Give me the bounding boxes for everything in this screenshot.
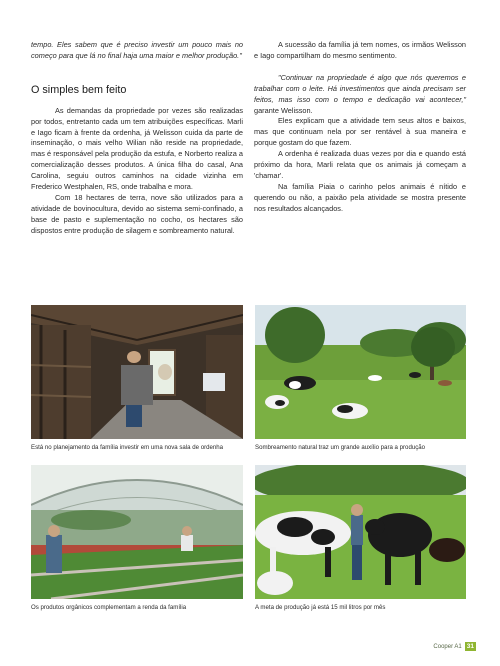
left-paragraph-2: Com 18 hectares de terra, nove são utilizados para a atividade de bovinocultura, devido ao sistema semi-confinado, a base de pasto e suplementação no cocho, os hectares são dispostos entre produção de silagem e sombreamento natural. <box>31 192 243 235</box>
welisson-quote: "Continuar na propriedade é algo que nós queremos e trabalhar com o leite. Há investimentos que ainda precisam ser feitos, mas isso com o tempo e dedicação vai acontecer," <box>254 72 466 104</box>
caption-pasture: Sombreamento natural traz um grande auxílio para a produção <box>255 444 426 451</box>
barn-photo <box>31 305 243 439</box>
quote-attribution: garante Welisson. <box>254 105 313 115</box>
left-text-column <box>31 40 243 237</box>
right-quote-paragraph <box>254 73 466 117</box>
pasture-photo <box>255 305 466 439</box>
right-text-column <box>254 40 466 215</box>
barn-illustration <box>31 305 243 439</box>
caption-cows: A meta de produção já está 15 mil litros por mês <box>255 604 386 611</box>
greenhouse-illustration <box>31 465 243 599</box>
right-paragraph-3: A ordenha é realizada duas vezes por dia e quando está próximo da hora, Marli relata que os animais já começam a 'chamar'. <box>254 149 466 180</box>
page-number: 31 <box>466 643 474 650</box>
page-footer <box>433 642 476 651</box>
right-paragraph-1: A sucessão da família já tem nomes, os irmãos Welisson e Iago compartilham do mesmo sentimento. <box>254 40 466 60</box>
right-paragraph-4: Na família Piaia o carinho pelos animais é nítido e querendo ou não, a paixão pela atividade se mostra presente nos resultados alcançados. <box>254 181 466 213</box>
cows-photo <box>255 465 466 599</box>
caption-greenhouse: Os produtos orgânicos complementam a renda da família <box>31 604 187 611</box>
caption-barn: Está no planejamento da família investir em uma nova sala de ordenha <box>31 444 224 451</box>
left-paragraph-1: As demandas da propriedade por vezes são realizadas por todos, entretanto cada um tem atribuições específicas. Marli e Iago ficam à frente da ordenha, já Welisson cuida da parte de inseminação, o mais velho Wilian não reside na propriedade, mas é responsável pela produção da estufa, e Norberto realiza a comercialização desses produtos. A única filha do casal, Ana Carolina, seguiu outros caminhos na cidade vizinha em Frederico Westphalen, RS, onde trabalha e mora. <box>31 105 243 192</box>
greenhouse-photo <box>31 465 243 599</box>
intro-quote: tempo. Eles sabem que é preciso investir um pouco mais no começo para que lá no final haja uma maior e melhor produção." <box>31 40 243 60</box>
pasture-illustration <box>255 305 466 439</box>
right-paragraph-2: Eles explicam que a atividade tem seus altos e baixos, mas que continuam nela por ser rentável à sua maneira e porque gostam do que fazem. <box>254 116 466 148</box>
cows-illustration <box>255 465 466 599</box>
section-heading: O simples bem feito <box>31 83 127 96</box>
footer-brand: Cooper A1 <box>433 643 462 650</box>
